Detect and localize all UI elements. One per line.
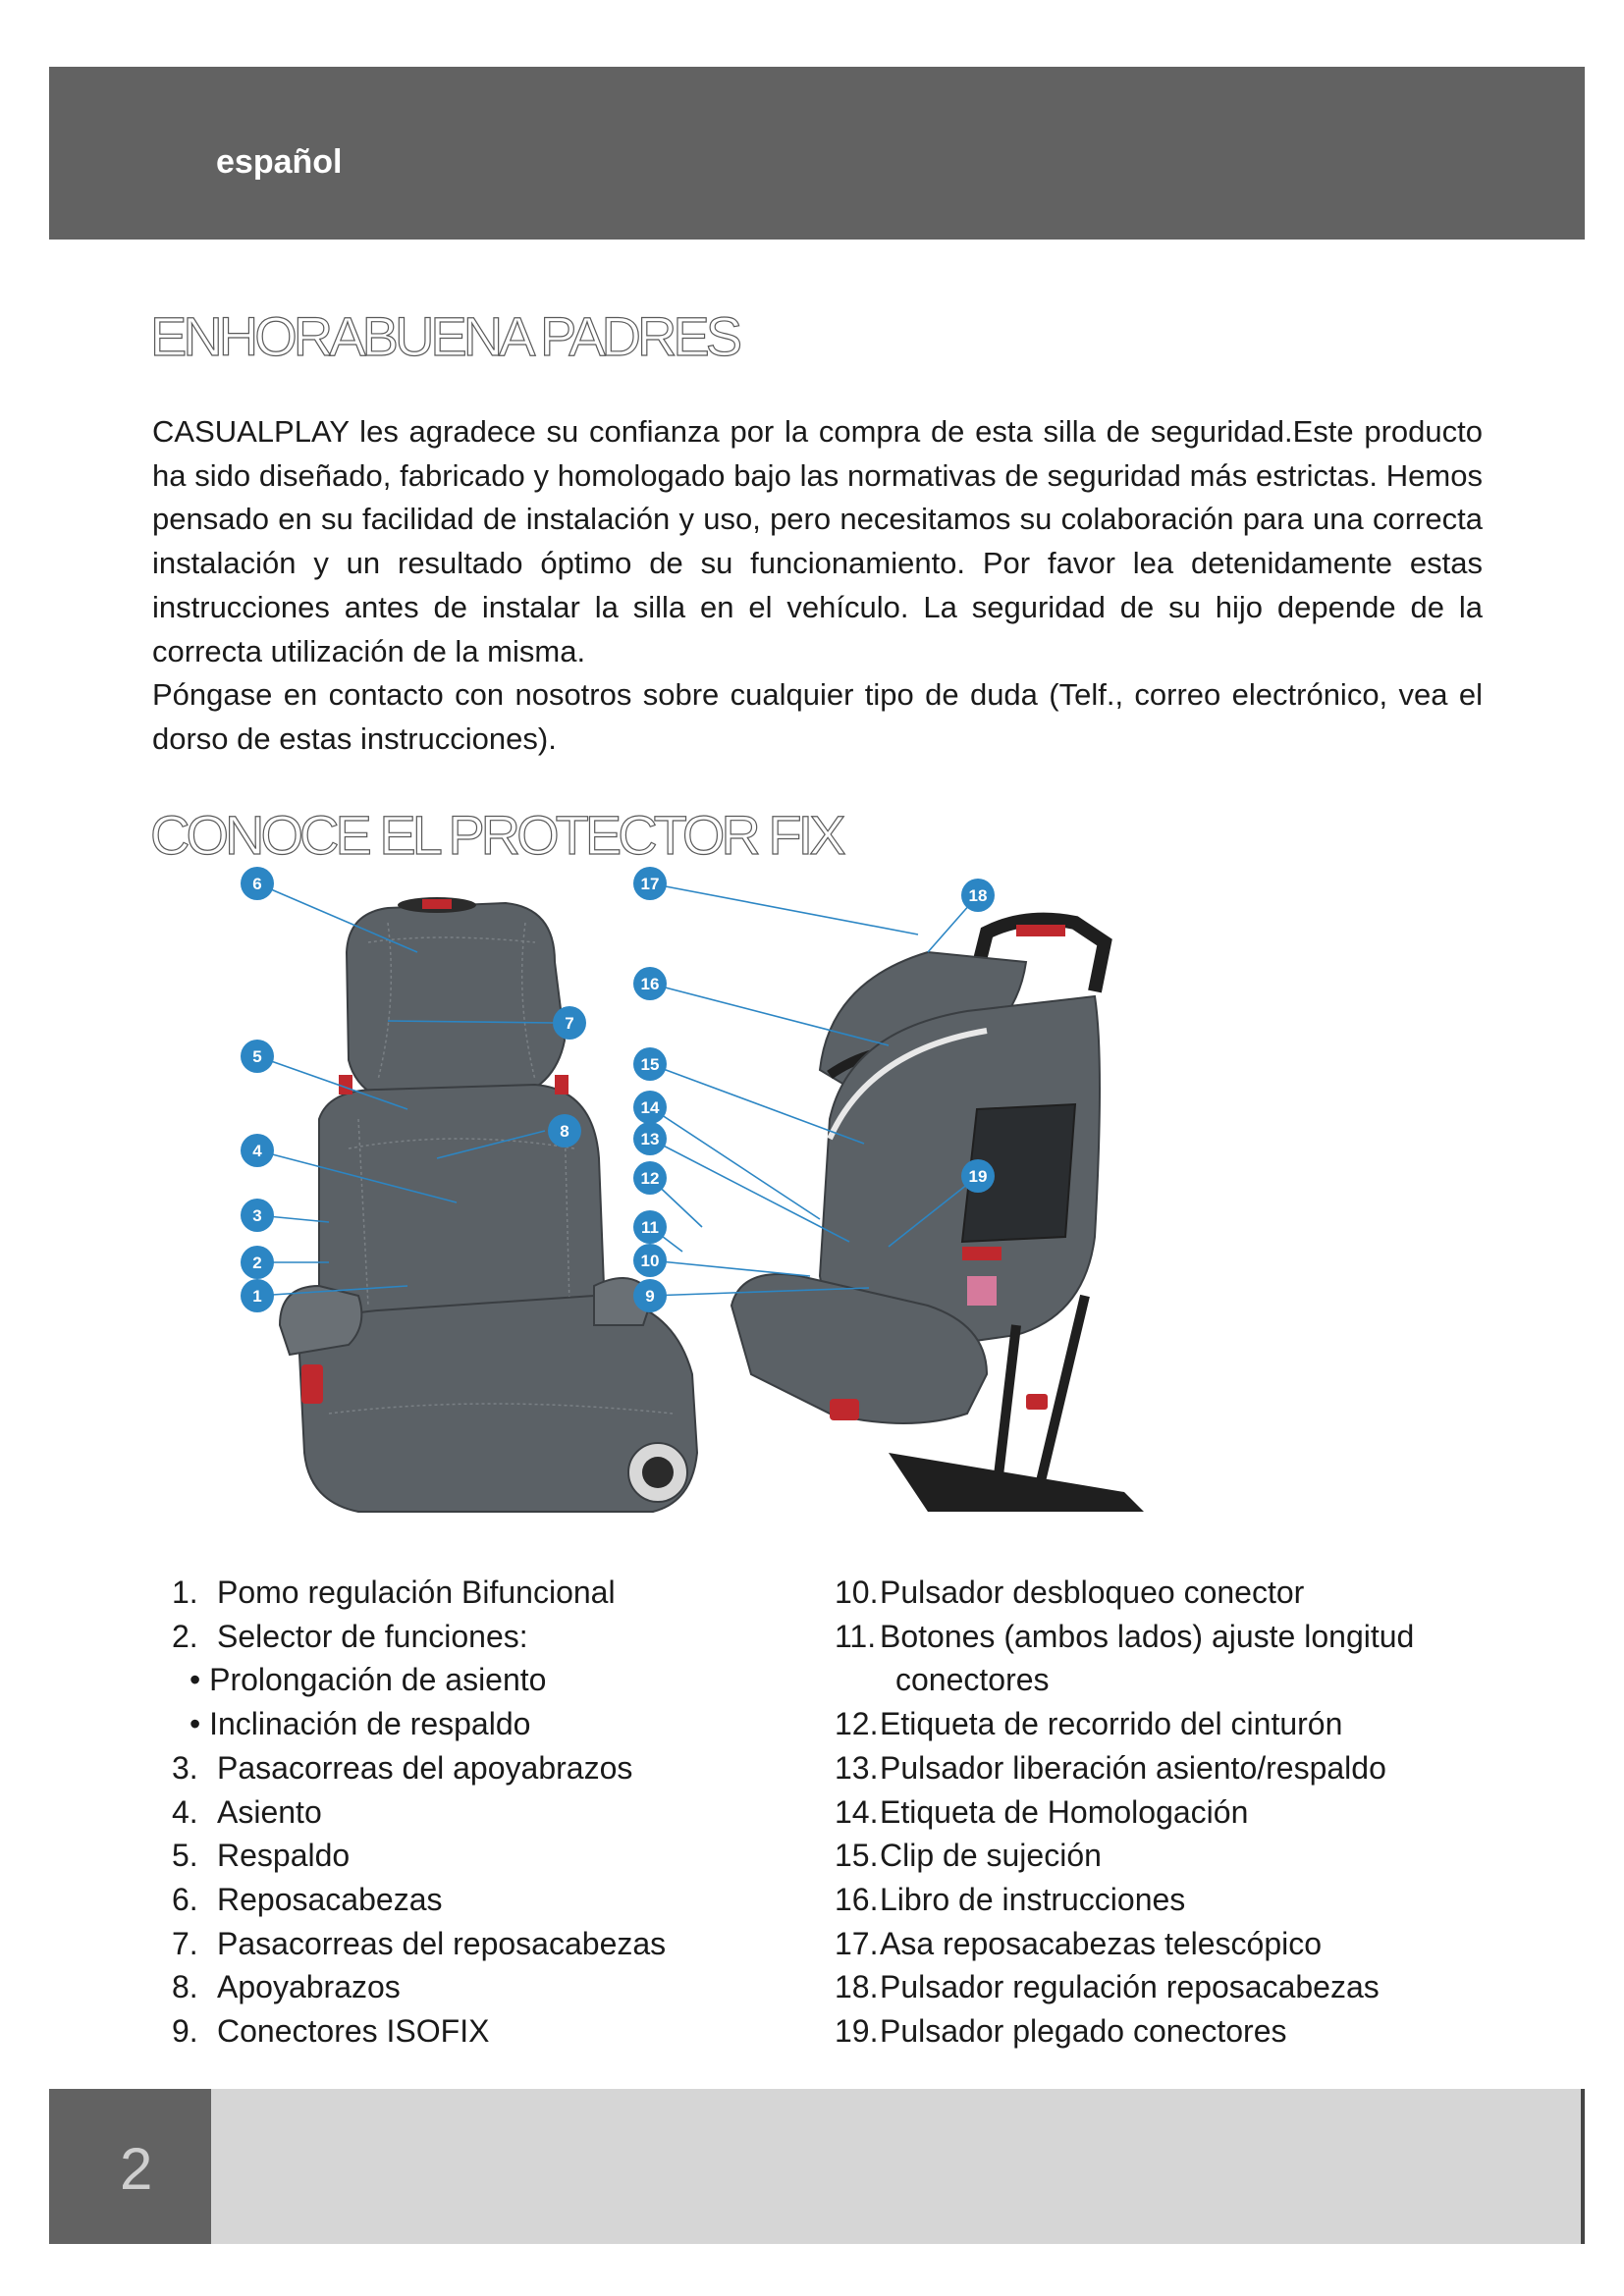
list-item-label: Botones (ambos lados) ajuste longitud	[880, 1618, 1415, 1654]
badge-18	[961, 879, 995, 912]
list-item-number: 9.	[172, 2013, 198, 2050]
svg-text:14: 14	[640, 1098, 660, 1117]
list-item	[835, 1571, 1522, 1615]
intro-paragraph-2: Póngase en contacto con nosotros sobre cualquier tipo de duda (Telf., correo electrónico, vea el dorso de estas instrucciones).	[152, 677, 1483, 756]
list-item-label: Apoyabrazos	[217, 1969, 401, 2005]
badge-16	[633, 967, 667, 1000]
svg-text:10: 10	[640, 1252, 660, 1270]
list-item-label: Respaldo	[217, 1838, 351, 1874]
svg-text:18: 18	[968, 886, 988, 905]
list-item-number: 19.	[835, 2013, 879, 2050]
section-title-product: CONOCE EL PROTECTOR FIX	[150, 804, 842, 866]
svg-text:12: 12	[640, 1169, 660, 1188]
list-item	[835, 1965, 1522, 2009]
badge-6	[241, 867, 274, 900]
list-item	[172, 1702, 800, 1746]
list-item-number: 3.	[172, 1749, 198, 1786]
list-item	[835, 1834, 1522, 1878]
list-item	[172, 1878, 800, 1922]
list-item	[835, 1790, 1522, 1835]
list-item-number: 6.	[172, 1881, 198, 1917]
list-item-number: 13.	[835, 1749, 879, 1786]
badge-8	[548, 1114, 581, 1148]
svg-text:7: 7	[565, 1014, 574, 1033]
list-item-label: Etiqueta de Homologación	[880, 1793, 1249, 1830]
list-item-number: 12.	[835, 1706, 879, 1742]
badge-3	[241, 1199, 274, 1232]
list-item-number: 11.	[835, 1618, 877, 1654]
list-item-label: Pomo regulación Bifuncional	[217, 1575, 616, 1610]
list-item-number: 5.	[172, 1838, 198, 1874]
badge-12	[633, 1161, 667, 1195]
list-item-label: Conectores ISOFIX	[217, 2013, 490, 2050]
list-item-number: 16.	[835, 1881, 879, 1917]
list-item	[835, 1658, 1522, 1702]
list-item-label: Etiqueta de recorrido del cinturón	[880, 1706, 1343, 1742]
list-item	[172, 1658, 800, 1702]
list-item	[172, 1746, 800, 1790]
list-item	[172, 1834, 800, 1878]
list-item-label: Clip de sujeción	[880, 1838, 1102, 1874]
list-item-number: 17.	[835, 1925, 879, 1961]
language-label: español	[216, 143, 343, 181]
list-item-label: Pulsador regulación reposacabezas	[880, 1969, 1380, 2005]
list-item	[835, 2009, 1522, 2054]
section-title-congratulations: ENHORABUENA PADRES	[150, 305, 739, 367]
list-item-label: Asa reposacabezas telescópico	[880, 1925, 1323, 1961]
badge-2	[241, 1246, 274, 1279]
list-item	[172, 1922, 800, 1966]
list-item	[835, 1878, 1522, 1922]
svg-text:13: 13	[640, 1130, 660, 1148]
list-item-label: Pulsador plegado conectores	[880, 2013, 1287, 2050]
badge-19	[961, 1159, 995, 1193]
list-item-label: Pasacorreas del reposacabezas	[217, 1925, 667, 1961]
list-item-label: • Inclinación de respaldo	[189, 1706, 531, 1742]
badge-17	[633, 867, 667, 900]
list-item-label: Reposacabezas	[217, 1881, 443, 1917]
list-item-number: 14.	[835, 1793, 879, 1830]
badge-13	[633, 1122, 667, 1155]
list-item-label: Pulsador desbloqueo conector	[880, 1575, 1305, 1610]
list-item-number: 2.	[172, 1618, 198, 1654]
page-number: 2	[120, 2136, 153, 2202]
footer-bar	[49, 2089, 1585, 2244]
header-bar	[49, 67, 1585, 240]
seat-rear-view	[731, 920, 1144, 1512]
list-item-label: Selector de funciones:	[217, 1618, 528, 1654]
intro-paragraph-1: CASUALPLAY les agradece su confianza por la compra de esta silla de seguridad.Este producto ha sido diseñado, fabricado y homologado bajo las normativas de seguridad más estrictas. Hemos pensado en su facilidad de instalación y uso, pero necesitamos su colaboración para una correcta instalación y un resultado óptimo de su funcionamiento. Por favor lea detenidamente estas instrucciones antes de instalar la silla en el vehículo. La seguridad de su hijo depende de la correcta utilización de la misma.	[152, 414, 1483, 668]
svg-text:5: 5	[252, 1047, 262, 1066]
badge-5	[241, 1040, 274, 1073]
badge-11	[633, 1210, 667, 1244]
list-item	[835, 1615, 1522, 1659]
list-item-number: 1.	[172, 1575, 198, 1610]
list-item-number: 4.	[172, 1793, 198, 1830]
parts-list-right	[835, 1571, 1522, 2054]
footer-divider	[1581, 2089, 1585, 2244]
car-seat-illustration	[241, 864, 1458, 1541]
list-item-label: • Prolongación de asiento	[189, 1662, 547, 1698]
list-item	[172, 1615, 800, 1659]
badge-4	[241, 1134, 274, 1167]
list-item-number: 10.	[835, 1575, 879, 1610]
list-item-number: 15.	[835, 1838, 879, 1874]
svg-text:6: 6	[252, 875, 262, 893]
intro-text	[152, 410, 1483, 762]
svg-text:8: 8	[560, 1122, 569, 1141]
list-item-label: Pulsador liberación asiento/respaldo	[880, 1749, 1386, 1786]
svg-text:1: 1	[252, 1287, 262, 1306]
list-item	[172, 1965, 800, 2009]
badge-14	[633, 1091, 667, 1124]
list-item	[835, 1922, 1522, 1966]
svg-text:2: 2	[252, 1254, 262, 1272]
list-item-number: 18.	[835, 1969, 879, 2005]
badge-15	[633, 1047, 667, 1081]
svg-text:15: 15	[640, 1055, 660, 1074]
svg-text:17: 17	[640, 875, 660, 893]
svg-text:19: 19	[968, 1167, 988, 1186]
list-item	[835, 1702, 1522, 1746]
list-item-label: Pasacorreas del apoyabrazos	[217, 1749, 633, 1786]
list-item	[172, 2009, 800, 2054]
list-item	[172, 1571, 800, 1615]
svg-text:11: 11	[641, 1218, 659, 1237]
svg-text:16: 16	[640, 975, 660, 993]
parts-list-left	[172, 1571, 800, 2054]
svg-text:9: 9	[645, 1287, 655, 1306]
badge-10	[633, 1244, 667, 1277]
list-item-number: 8.	[172, 1969, 198, 2005]
badge-9	[633, 1279, 667, 1312]
list-item-number: 7.	[172, 1925, 198, 1961]
svg-text:3: 3	[252, 1206, 262, 1225]
svg-text:4: 4	[252, 1142, 262, 1160]
list-item	[835, 1746, 1522, 1790]
list-item	[172, 1790, 800, 1835]
badge-1	[241, 1279, 274, 1312]
list-item-label: conectores	[895, 1662, 1050, 1698]
list-item-label: Asiento	[217, 1793, 322, 1830]
badge-7	[553, 1006, 586, 1040]
list-item-label: Libro de instrucciones	[880, 1881, 1186, 1917]
car-seat-diagram	[241, 864, 1458, 1541]
